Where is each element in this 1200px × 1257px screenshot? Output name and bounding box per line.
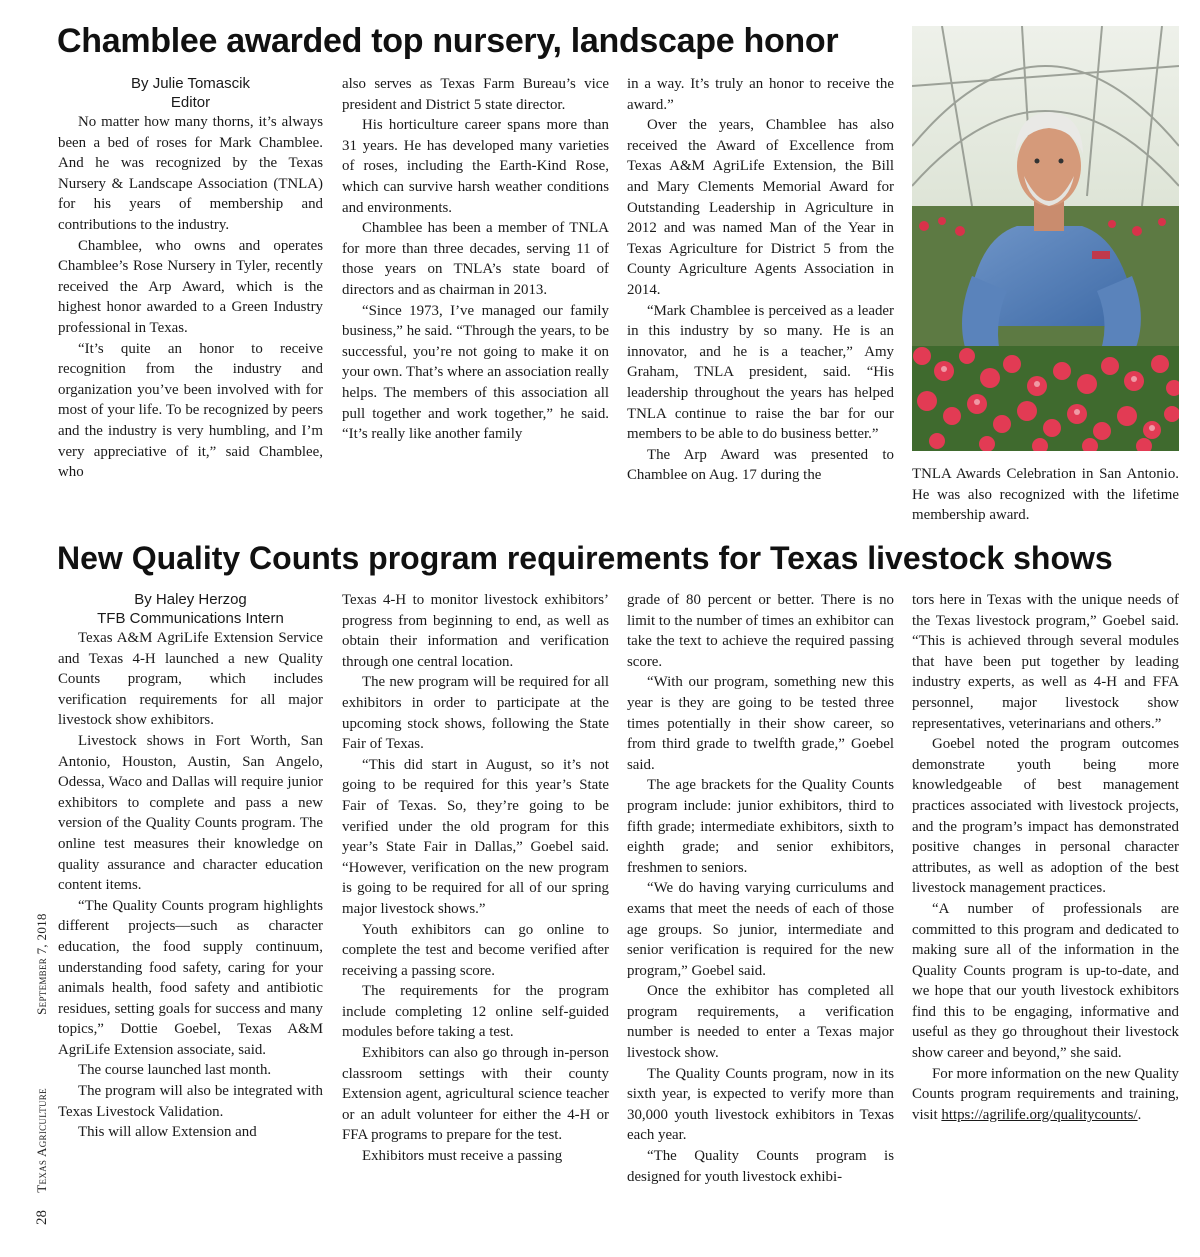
issue-date: September 7, 2018: [34, 913, 49, 1015]
paragraph: also serves as Texas Farm Bureau’s vice president and District 5 state director.: [342, 76, 609, 113]
byline-title: Editor: [170, 94, 211, 111]
paragraph: in a way. It’s truly an honor to receive the award.”: [627, 76, 894, 113]
byline-title: TFB Communications Intern: [97, 610, 284, 627]
paragraph: The course launched last month.: [78, 1062, 272, 1079]
paragraph: Over the years, Chamblee has also received the Award of Excellence from Texas A&M AgriLife Extension, the Bill and Mary Clements Memorial Award for Outstanding Leadership in Agriculture in 2012 and was named Man of the Year in Texas Agriculture for District 5 from the County Agriculture Agents Association in 2014.: [627, 117, 894, 298]
paragraph: tors here in Texas with the unique needs of the Texas livestock program,” Goebel said. “This is achieved through several modules that have been put together by leading industry experts, as well as 4-H and FFA personnel, major livestock show representatives, veterinarians and others.”: [912, 592, 1179, 732]
page-number: 28: [34, 1210, 50, 1225]
headline-quality-counts: New Quality Counts program requirements for Texas livestock shows: [57, 540, 1113, 576]
paragraph: Once the exhibitor has completed all program requirements, a verification number is needed to enter a Texas major livestock show.: [627, 983, 894, 1062]
more-info-text: For more information on the new Quality Counts program requirements and training, visit: [912, 1065, 1179, 1123]
paragraph: This will allow Extension and: [78, 1124, 257, 1141]
article2-column-2: [342, 590, 609, 1235]
paragraph: “The Quality Counts program highlights different projects—such as character education, the food supply continuum, understanding food safety, caring for your animals health, food safety and antibiotic residues, setting goals for success and many topics,” Dottie Goebel, Texas A&M AgriLife Extension associate, said.: [58, 897, 323, 1058]
paragraph: No matter how many thorns, it’s always been a bed of roses for Mark Chamblee. And he was recognized by the Texas Nursery & Landscape Association (TNLA) for his years of membership and contributions to the industry.: [58, 114, 323, 233]
byline: [58, 74, 323, 112]
page-folio: [34, 913, 51, 1225]
article2-column-1: [58, 590, 323, 1235]
headline-chamblee: Chamblee awarded top nursery, landscape honor: [57, 22, 839, 60]
paragraph: Exhibitors can also go through in-person classroom settings with their county Extension agent, agricultural science teacher or an adult volunteer for either the 4-H or FFA programs to prepare for the test.: [342, 1045, 609, 1144]
paragraph: [912, 1064, 1179, 1126]
paragraph: The Arp Award was presented to Chamblee on Aug. 17 during the: [627, 446, 894, 484]
paragraph: His horticulture career spans more than 31 years. He has developed many varieties of roses, including the Earth-Kind Rose, which can survive harsh weather conditions and environments.: [342, 117, 609, 216]
byline-author: By Julie Tomascik: [131, 75, 250, 92]
paragraph: “Since 1973, I’ve managed our family business,” he said. “Through the years, to be successful, you’re not going to make it on your own. That’s where an association really helps. The members of this association all pull together and work together,” he said. “It’s really like another family: [342, 302, 609, 443]
byline-author: By Haley Herzog: [134, 591, 247, 608]
article2-column-4: [912, 590, 1179, 1235]
paragraph: “Mark Chamblee is perceived as a leader in this industry by so many. He is an innovator, and he is a teacher,” Amy Graham, TNLA president, said. “His leadership throughout the years has helped TNLA continue to raise the bar for our members to be able to do business better.”: [627, 302, 894, 443]
paragraph: Youth exhibitors can go online to complete the test and become verified after receiving a passing score.: [342, 921, 609, 979]
byline: [58, 590, 323, 628]
article2-column-3: [627, 590, 894, 1235]
article1-column-4: [912, 464, 1179, 530]
paragraph: Chamblee has been a member of TNLA for more than three decades, serving 11 of those years on TNLA’s state board of directors and as chairman in 2013.: [342, 220, 609, 298]
paragraph: Livestock shows in Fort Worth, San Antonio, Houston, Austin, San Angelo, Odessa, Waco and Dallas will require junior exhibitors to complete and pass a new version of the Quality Counts program. The online test measures their knowledge on quality assurance and character education content items.: [58, 732, 323, 894]
paragraph: “With our program, something new this year is they are going to be tested three times potentially in their show career, so from third grade to twelfth grade,” Goebel said.: [627, 674, 894, 773]
paragraph: grade of 80 percent or better. There is no limit to the number of times an exhibitor can take the text to achieve the required passing score.: [627, 592, 894, 670]
link-tail: .: [1137, 1106, 1142, 1123]
quality-counts-link[interactable]: https://agrilife.org/qualitycounts/: [941, 1106, 1138, 1123]
paragraph: “A number of professionals are committed to this program and dedicated to making sure all of the information in the Quality Counts program is up-to-date, and we hope that our youth livestock exhibitors find this to be engaging, informative and useful as they go throughout their livestock show career and beyond,” she said.: [912, 900, 1179, 1062]
paragraph: Texas 4-H to monitor livestock exhibitors’ progress from beginning to end, as well as obtain their information and verification through one central location.: [342, 592, 609, 670]
article1-column-1: [58, 74, 323, 530]
photo-mark-chamblee-greenhouse: [912, 26, 1179, 451]
paragraph: Texas A&M AgriLife Extension Service and Texas 4-H launched a new Quality Counts program, which includes verification requirements for all major livestock show exhibitors.: [58, 630, 323, 729]
paragraph: The new program will be required for all exhibitors in order to participate at the upcoming stock shows, following the State Fair of Texas.: [342, 674, 609, 753]
paragraph: “This did start in August, so it’s not going to be required for this year’s State Fair of Texas. So, they’re going to be verified under the old program for this year’s State Fair in Dallas,” Goebel said. “However, verification on the new program is going to be required for all of our spring major livestock shows.”: [342, 756, 609, 917]
paragraph: Exhibitors must receive a passing: [362, 1148, 563, 1165]
article1-column-2: [342, 74, 609, 530]
article1-column-3: [627, 74, 894, 530]
paragraph: The requirements for the program include completing 12 online self-guided modules before taking a test.: [342, 983, 609, 1041]
paragraph: Chamblee, who owns and operates Chamblee’s Rose Nursery in Tyler, recently received the Arp Award, which is the highest honor awarded to a Green Industry professional in Texas.: [58, 237, 323, 336]
paragraph: Goebel noted the program outcomes demonstrate youth being more knowledgeable of best management practices associated with livestock projects, and the program’s impact has demonstrated positive changes in personal character attributes, as well as adoption of the best livestock management practices.: [912, 736, 1179, 897]
paragraph: “We do having varying curriculums and exams that meet the needs of each of those age groups. So junior, intermediate and senior verification is required for the new program,” Goebel said.: [627, 880, 894, 979]
paragraph: The program will also be integrated with Texas Livestock Validation.: [58, 1083, 323, 1120]
paragraph: TNLA Awards Celebration in San Antonio. He was also recognized with the lifetime membership award.: [912, 466, 1179, 524]
paragraph: “It’s quite an honor to receive recognition from the industry and organization you’ve been involved with for most of your life. To be recognized by peers and the industry is very humbling, and I’m very appreciative of it,” said Chamblee, who: [58, 340, 323, 481]
paragraph: “The Quality Counts program is designed for youth livestock exhibi-: [627, 1148, 894, 1185]
publication-name: Texas Agriculture: [34, 1088, 49, 1193]
paragraph: The age brackets for the Quality Counts program include: junior exhibitors, third to fifth grade; intermediate exhibitors, sixth to eighth grade; and senior exhibitors, freshmen to seniors.: [627, 777, 894, 876]
paragraph: The Quality Counts program, now in its sixth year, is expected to verify more than 30,000 youth livestock exhibitors in Texas each year.: [627, 1065, 894, 1144]
